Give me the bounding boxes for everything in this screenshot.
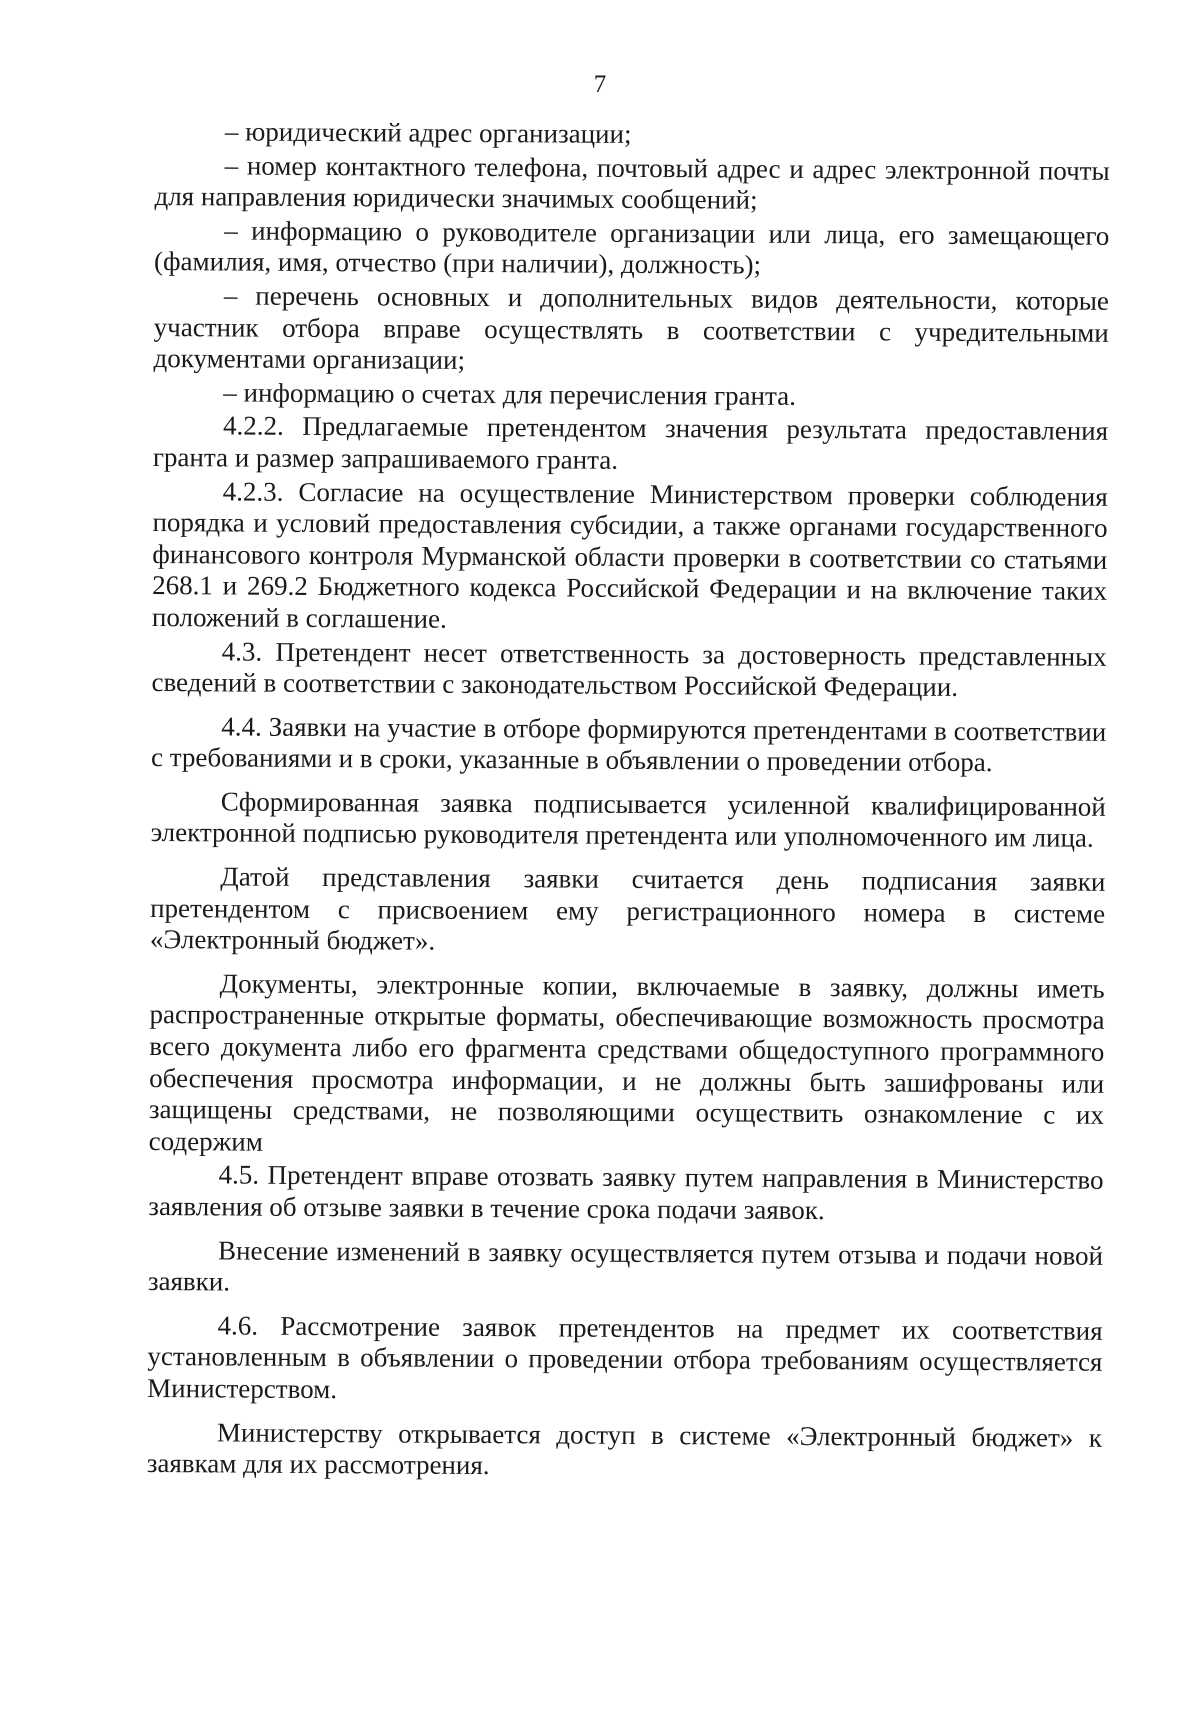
paragraph-head-info: – информацию о руководителе организации или лица, его замещающего (фамилия, имя, отчество (при наличии), должность); xyxy=(154,215,1110,281)
paragraph-4-5: 4.5. Претендент вправе отозвать заявку путем направления в Министерство заявления об отзыве заявки в течение срока подачи заявок. xyxy=(148,1159,1104,1226)
paragraph-legal-address: – юридический адрес организации; xyxy=(224,116,632,149)
document-body xyxy=(147,116,1110,1488)
paragraph-ministry-access: Министерству открывается доступ в системе «Электронный бюджет» к заявкам для их рассмотрения. xyxy=(146,1416,1103,1481)
paragraph-amendments: Внесение изменений в заявку осуществляется путем отзыва и подачи новой заявки. xyxy=(147,1235,1104,1297)
paragraph-4-4: 4.4. Заявки на участие в отборе формируются претендентами в соответствии с требованиями и в сроки, указанные в объявлении о проведении отбора. xyxy=(150,711,1107,778)
paragraph-document-formats: Документы, электронные копии, включаемые в заявку, должны иметь распространенные открытые форматы, обеспечивающие возможность просмотра всего документа либо его фрагмента средствами общедоступного программного обеспечения просмотра информации, и не должны быть зашифрованы или защищены средствами, не позволяющими осуществить ознакомление с их содержим xyxy=(148,968,1105,1157)
paragraph-signing: Сформированная заявка подписывается усиленной квалифицированной электронной подписью руководителя претендента или уполномоченного им лица. xyxy=(150,786,1106,854)
paragraph-4-2-3: 4.2.3. Согласие на осуществление Министерством проверки соблюдения порядка и условий предоставления субсидии, а также органами государственного финансового контроля Мурманской области проверки в соответствии со статьями 268.1 и 269.2 Бюджетного кодекса Российской Федерации и на включение таких положений в соглашение. xyxy=(151,475,1108,634)
paragraph-activities-list: – перечень основных и дополнительных видов деятельности, которые участник отбора вправе осуществлять в соответствии с учредительными документами организации; xyxy=(153,280,1109,376)
paragraph-contact-info: – номер контактного телефона, почтовый адрес и адрес электронной почты для направления юридически значимых сообщений; xyxy=(154,150,1110,215)
paragraph-4-2-2: 4.2.2. Предлагаемые претендентом значения результата предоставления гранта и размер запрашиваемого гранта. xyxy=(152,410,1109,475)
page-number: 7 xyxy=(593,71,607,98)
paragraph-submission-date: Датой представления заявки считается день подписания заявки претендентом с присвоением ему регистрационного номера в системе «Электронный бюджет». xyxy=(149,861,1106,956)
paragraph-accounts-info: – информацию о счетах для перечисления гранта. xyxy=(223,377,796,411)
paragraph-4-3: 4.3. Претендент несет ответственность за достоверность представленных сведений в соответствии с законодательством Российской Федерации. xyxy=(151,635,1107,703)
paragraph-4-6: 4.6. Рассмотрение заявок претендентов на предмет их соответствия установленным в объявлении о проведении отбора требованиям осуществляется Министерством. xyxy=(147,1310,1103,1405)
